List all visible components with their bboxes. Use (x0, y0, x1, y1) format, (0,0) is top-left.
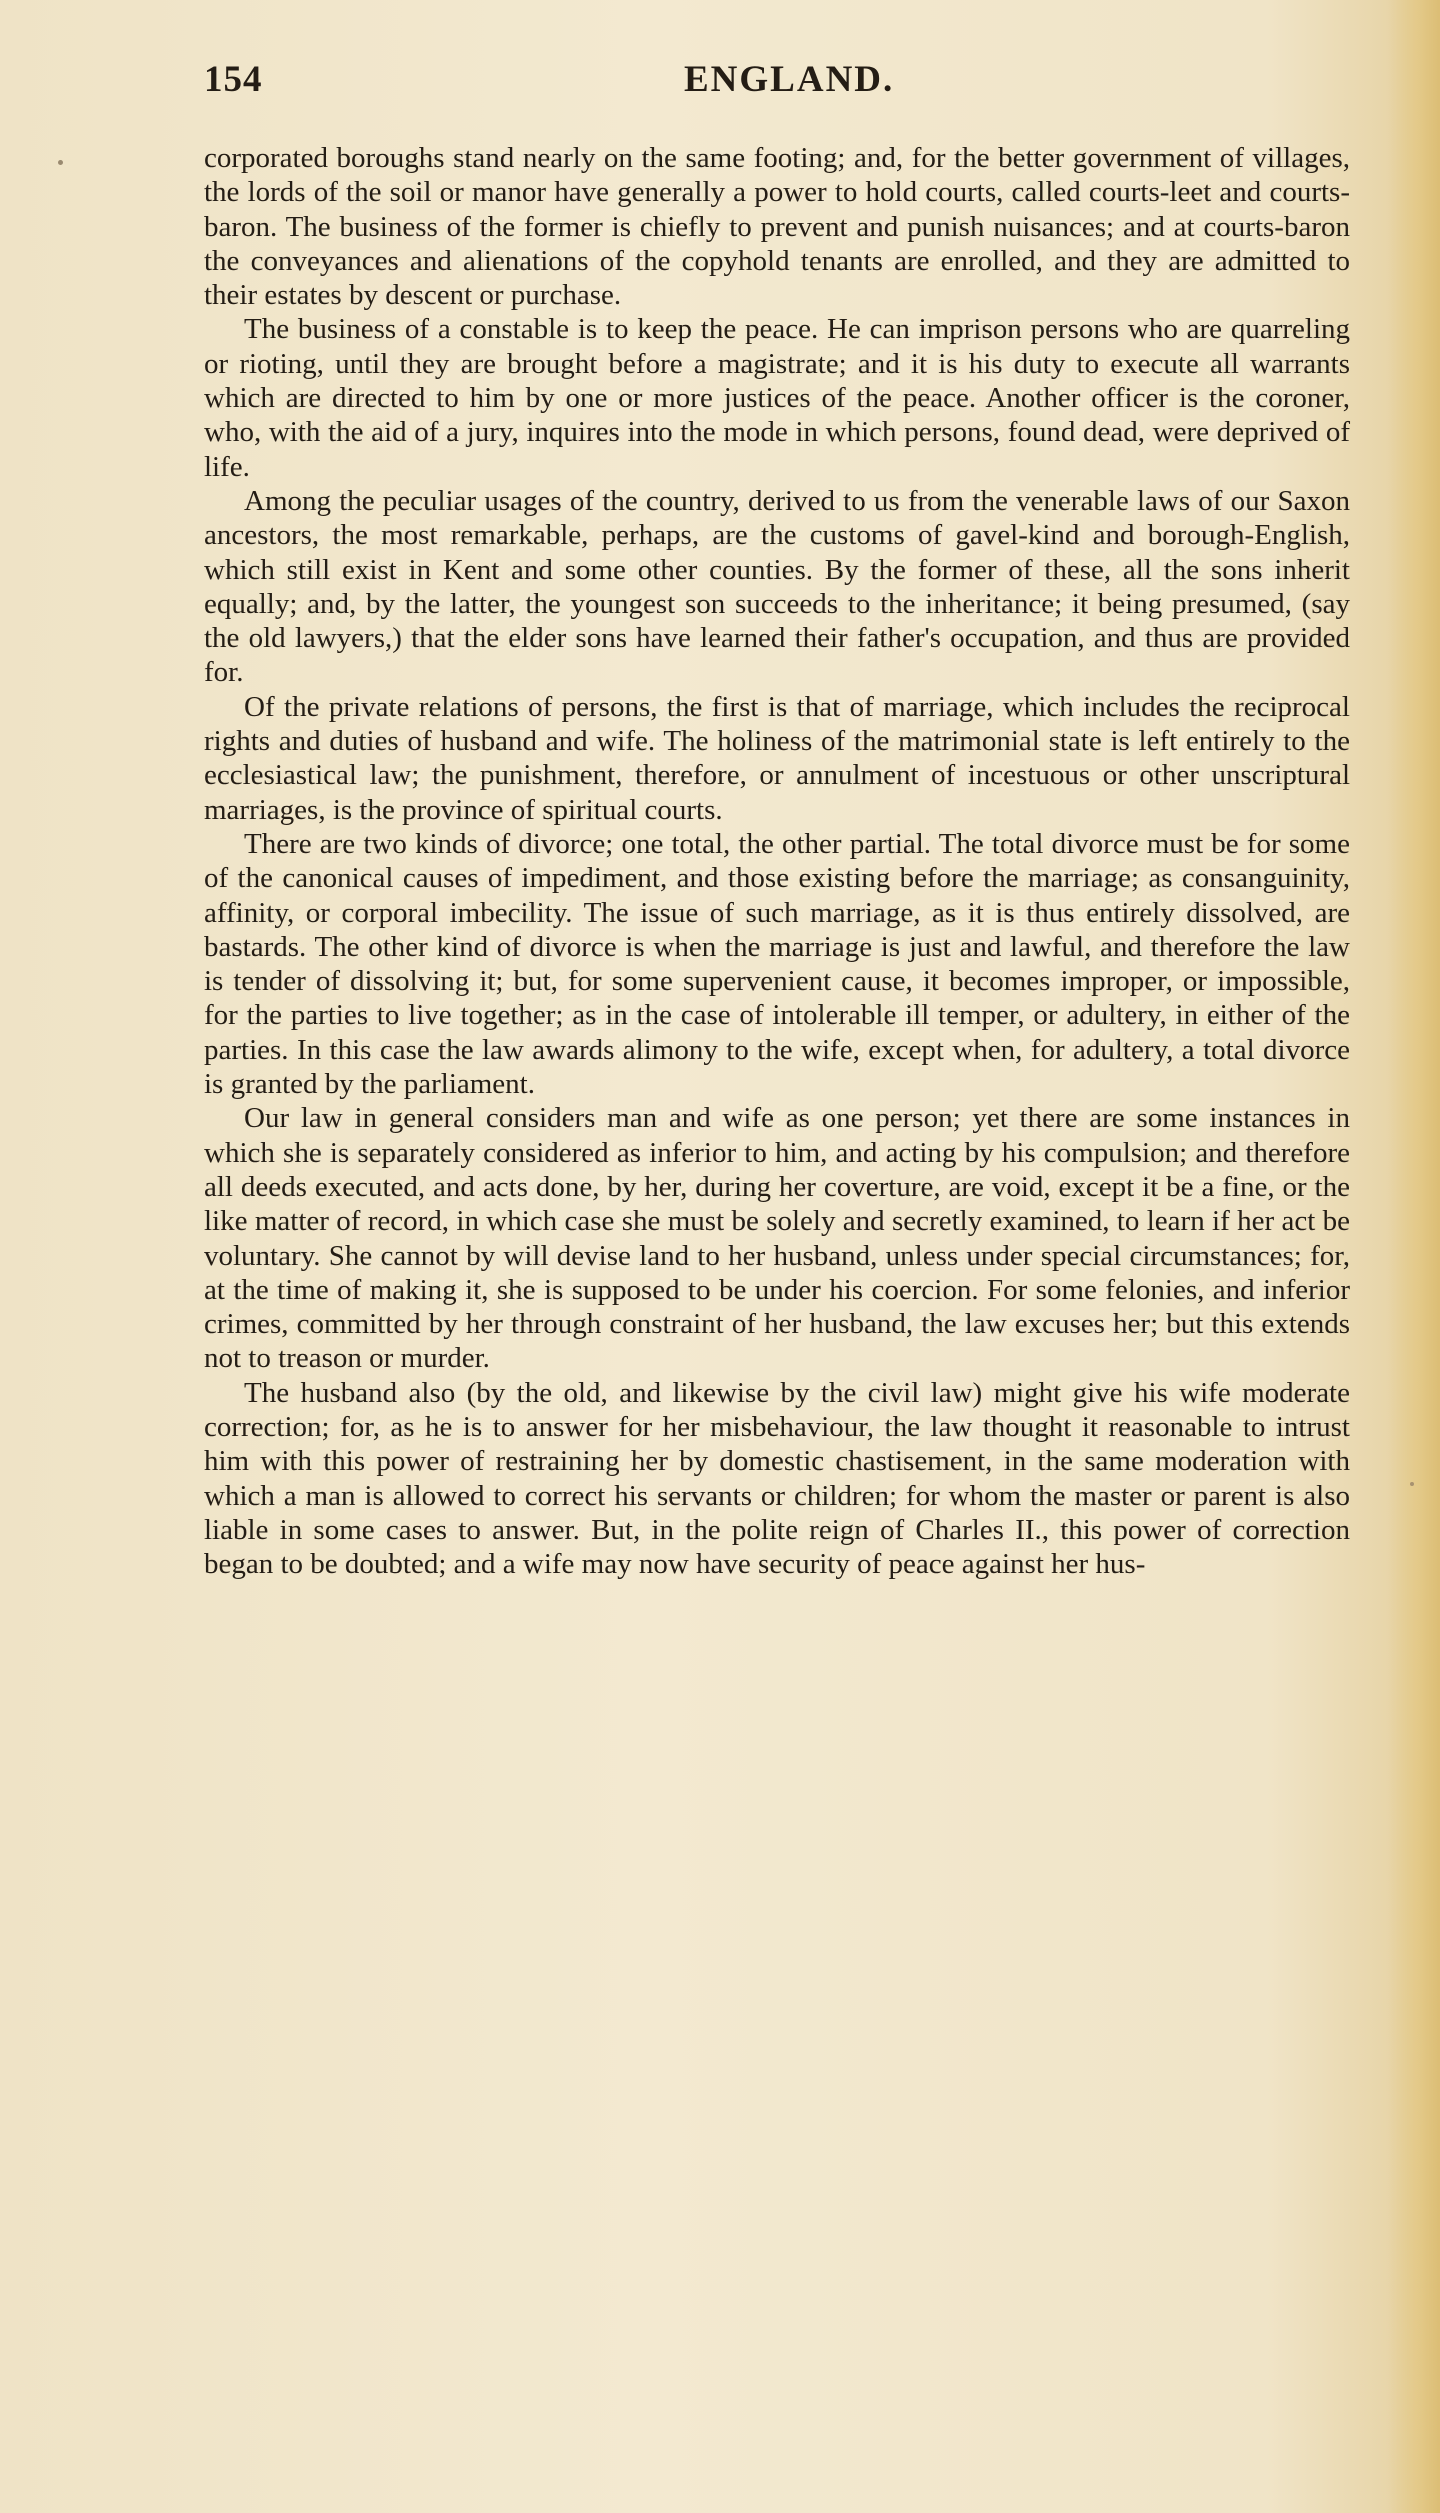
paragraph-customs: Among the peculiar usages of the country, derived to us from the venerable laws of our Saxon ancestors, the most remarkable, perhaps, are the customs of gavel-kind and borough-English, which still exist in Kent and some other counties. By the former of these, all the sons inherit equally; and, by the latter, the youngest son succeeds to the inheritance; it being presumed, (say the old lawyers,) that the elder sons have learned their father's occupation, and thus are provided for. (204, 484, 1350, 689)
margin-speck-right (1410, 1482, 1414, 1486)
paragraph-constable: The business of a constable is to keep the peace. He can imprison persons who are quarreling or rioting, until they are brought before a magistrate; and it is his duty to execute all warrants which are directed to him by one or more justices of the peace. Another officer is the coroner, who, with the aid of a jury, inquires into the mode in which persons, found dead, were deprived of life. (204, 313, 1350, 483)
running-head: ENGLAND. (684, 59, 895, 100)
paragraph-correction: The husband also (by the old, and likewise by the civil law) might give his wife moderate correction; for, as he is to answer for her misbehaviour, the law thought it reasonable to intrust him with this power of restraining her by domestic chastisement, in the same moderation with which a man is allowed to correct his servants or children; for whom the master or parent is also liable in some cases to answer. But, in the polite reign of Charles II., this power of correction began to be doubted; and a wife may now have security of peace against her hus- (204, 1376, 1350, 1581)
body-text (204, 141, 1350, 1581)
margin-speck (58, 160, 63, 165)
page-number: 154 (204, 59, 263, 100)
page-header (204, 58, 1350, 108)
paragraph-coverture: Our law in general considers man and wife as one person; yet there are some instances in which she is separately considered as inferior to him, and acting by his compulsion; and therefore all deeds executed, and acts done, by her, during her coverture, are void, except it be a fine, or the like matter of record, in which case she must be solely and secretly examined, to learn if her act be voluntary. She cannot by will devise land to her husband, unless under special circumstances; for, at the time of making it, she is supposed to be under his coercion. For some felonies, and inferior crimes, committed by her through constraint of her husband, the law excuses her; but this extends not to treason or murder. (204, 1102, 1350, 1375)
paragraph-courts: corporated boroughs stand nearly on the same footing; and, for the better government of villages, the lords of the soil or manor have generally a power to hold courts, called courts-leet and courts-baron. The business of the former is chiefly to prevent and punish nuisances; and at courts-baron the conveyances and alienations of the copyhold tenants are enrolled, and they are admitted to their estates by descent or purchase. (204, 142, 1350, 312)
paragraph-marriage: Of the private relations of persons, the first is that of marriage, which includes the reciprocal rights and duties of husband and wife. The holiness of the matrimonial state is left entirely to the ecclesiastical law; the punishment, therefore, or annulment of incestuous or other unscriptural marriages, is the province of spiritual courts. (204, 690, 1350, 826)
paragraph-divorce: There are two kinds of divorce; one total, the other partial. The total divorce must be for some of the canonical causes of impediment, and those existing before the marriage; as consanguinity, affinity, or corporal imbecility. The issue of such marriage, as it is thus entirely dissolved, are bastards. The other kind of divorce is when the marriage is just and lawful, and therefore the law is tender of dissolving it; but, for some supervenient cause, it becomes improper, or impossible, for the parties to live together; as in the case of intolerable ill temper, or adultery, in either of the parties. In this case the law awards alimony to the wife, except when, for adultery, a total divorce is granted by the parliament. (204, 827, 1350, 1101)
page-edge-stain (1388, 0, 1440, 2513)
